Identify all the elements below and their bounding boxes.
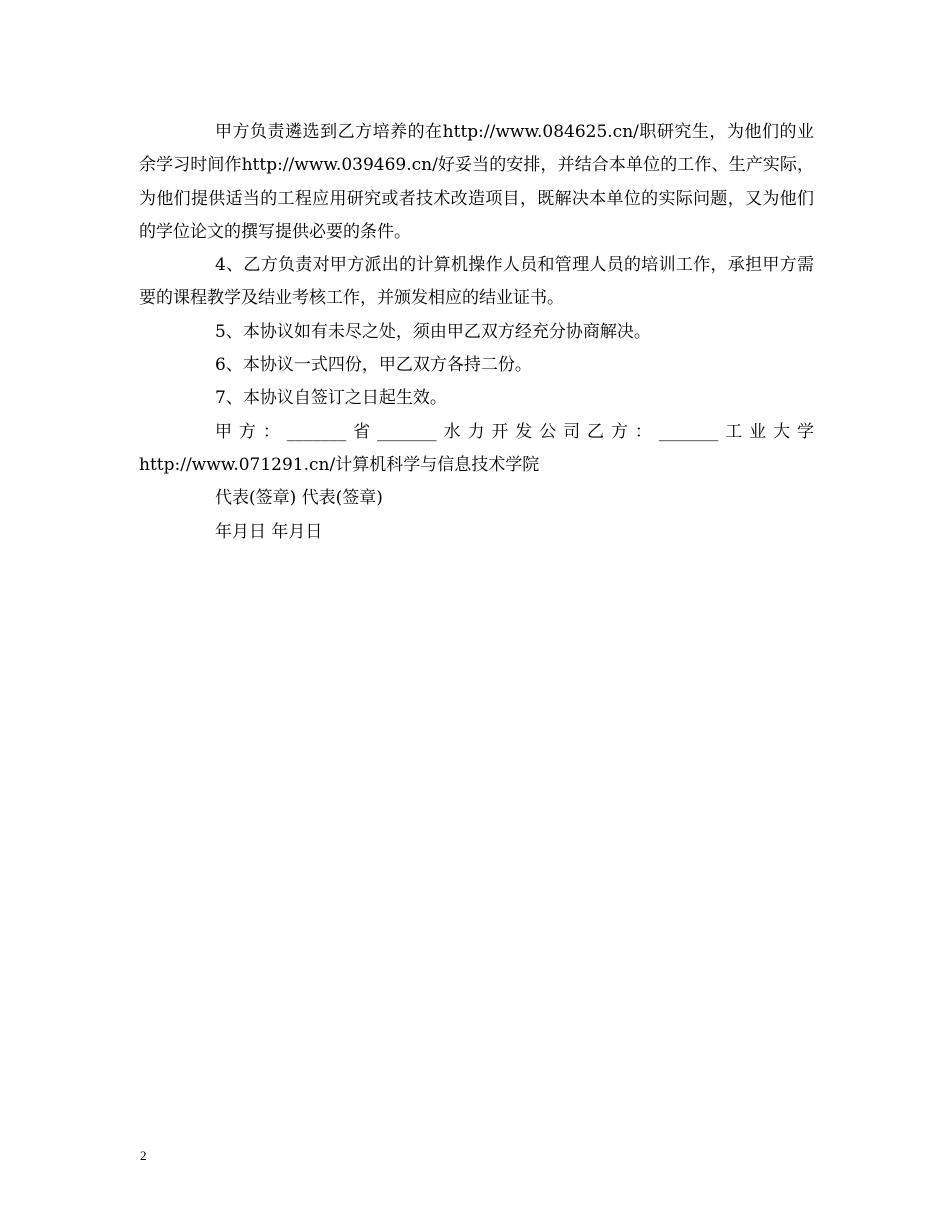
- paragraph-clause-6: 6、本协议一式四份，甲乙双方各持二份。: [215, 355, 532, 376]
- page-number: 2: [140, 1148, 147, 1163]
- document-body: [139, 116, 814, 549]
- paragraph-representative-signatures: 代表(签章) 代表(签章): [215, 488, 383, 509]
- paragraph-dates: 年月日 年月日: [215, 521, 323, 542]
- paragraph-clause-4: 4、乙方负责对甲方派出的计算机操作人员和管理人员的培训工作，承担甲方需要的课程教学及结业考核工作，并颁发相应的结业证书。: [139, 255, 814, 309]
- paragraph-parties: 甲方：_______省_______水力开发公司乙方：_______工业大学http://www.071291.cn/计算机科学与信息技术学院: [139, 421, 814, 475]
- paragraph-clause-5: 5、本协议如有未尽之处，须由甲乙双方经充分协商解决。: [215, 321, 651, 342]
- paragraph-clause-7: 7、本协议自签订之日起生效。: [215, 388, 447, 409]
- paragraph-training-arrangement: 甲方负责遴选到乙方培养的在http://www.084625.cn/职研究生，为他们的业余学习时间作http://www.039469.cn/好妥当的安排，并结合本单位的工作、生产实际，为他们提供适当的工程应用研究或者技术改造项目，既解决本单位的实际问题，又为他们的学位论文的撰写提供必要的条件。: [139, 122, 814, 242]
